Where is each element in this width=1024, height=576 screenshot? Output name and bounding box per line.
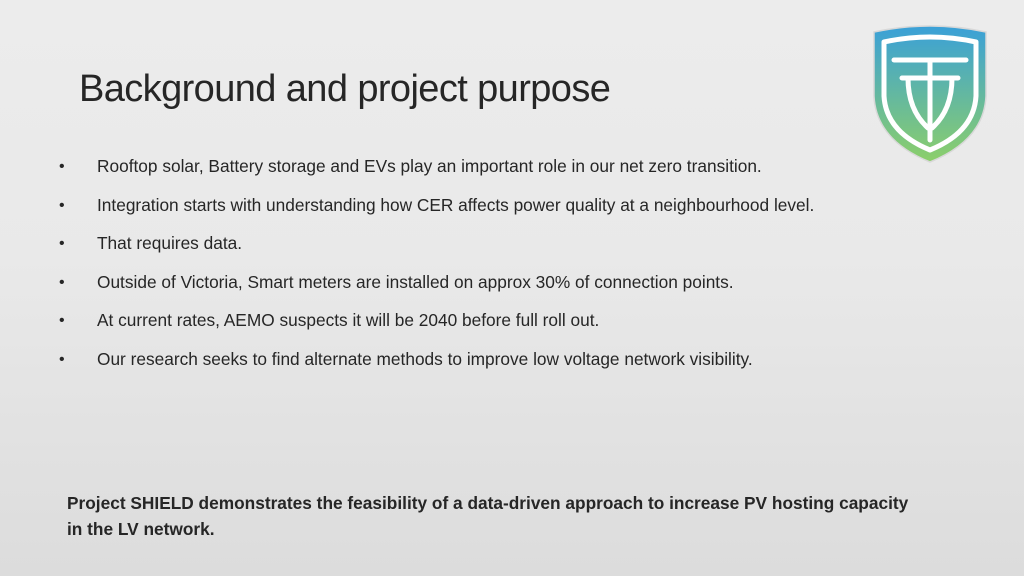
slide-title: Background and project purpose <box>79 68 611 110</box>
bullet-marker: • <box>59 235 65 252</box>
bullet-marker: • <box>59 350 65 368</box>
bullet-text: Rooftop solar, Battery storage and EVs play an important role in our net zero transition. <box>97 156 762 176</box>
bullet-marker: • <box>59 273 65 291</box>
bullet-marker: • <box>59 158 65 175</box>
bullet-item <box>0 231 900 256</box>
bullet-text: Integration starts with understanding how CER affects power quality at a neighbourhood level. <box>97 194 815 215</box>
shield-tower-icon <box>864 22 996 166</box>
bullet-text: Outside of Victoria, Smart meters are installed on approx 30% of connection points. <box>97 271 734 292</box>
bullet-text: Our research seeks to find alternate methods to improve low voltage network visibility. <box>97 348 753 369</box>
bullet-marker: • <box>59 196 65 214</box>
bullet-text: That requires data. <box>97 233 243 253</box>
bullet-item <box>0 193 900 218</box>
bullet-item <box>0 154 900 179</box>
bullet-item <box>0 347 900 372</box>
bullet-marker: • <box>59 312 65 329</box>
bullet-item <box>0 308 900 333</box>
bullet-text: At current rates, AEMO suspects it will be 2040 before full roll out. <box>97 310 600 330</box>
summary-statement: Project SHIELD demonstrates the feasibility of a data-driven approach to increase PV hosting capacity in the LV network. <box>67 493 909 539</box>
bullet-item <box>0 270 900 295</box>
bullet-list <box>0 154 900 385</box>
